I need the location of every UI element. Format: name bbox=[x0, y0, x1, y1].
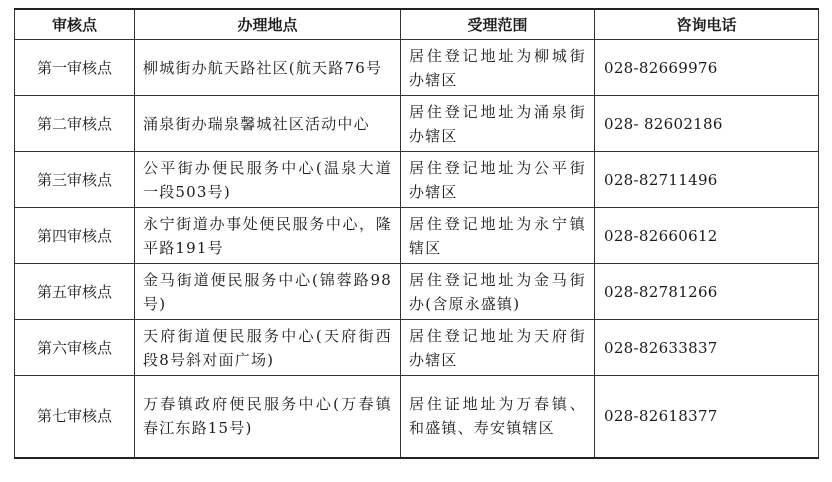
phone-number: 028-82781266 bbox=[595, 264, 819, 320]
header-phone: 咨询电话 bbox=[595, 9, 819, 40]
table-row bbox=[15, 152, 819, 208]
location-address: 永宁街道办事处便民服务中心，隆平路191号 bbox=[135, 208, 401, 264]
service-scope: 居住登记地址为柳城街办辖区 bbox=[401, 40, 595, 96]
phone-number: 028-82711496 bbox=[595, 152, 819, 208]
review-point-name: 第五审核点 bbox=[15, 264, 135, 320]
table-row bbox=[15, 40, 819, 96]
table-row bbox=[15, 96, 819, 152]
review-point-name: 第四审核点 bbox=[15, 208, 135, 264]
location-address: 金马街道便民服务中心(锦蓉路98号) bbox=[135, 264, 401, 320]
service-scope: 居住登记地址为涌泉街办辖区 bbox=[401, 96, 595, 152]
review-point-name: 第三审核点 bbox=[15, 152, 135, 208]
table-row bbox=[15, 208, 819, 264]
location-address: 天府街道便民服务中心(天府街西段8号斜对面广场) bbox=[135, 320, 401, 376]
review-points-table bbox=[14, 8, 819, 459]
review-point-name: 第六审核点 bbox=[15, 320, 135, 376]
table-row bbox=[15, 376, 819, 458]
phone-number: 028- 82602186 bbox=[595, 96, 819, 152]
table-header-row bbox=[15, 9, 819, 40]
table-row bbox=[15, 264, 819, 320]
review-point-name: 第一审核点 bbox=[15, 40, 135, 96]
service-scope: 居住登记地址为永宁镇辖区 bbox=[401, 208, 595, 264]
location-address: 万春镇政府便民服务中心(万春镇春江东路15号) bbox=[135, 376, 401, 458]
phone-number: 028-82660612 bbox=[595, 208, 819, 264]
header-scope: 受理范围 bbox=[401, 9, 595, 40]
service-scope: 居住证地址为万春镇、和盛镇、寿安镇辖区 bbox=[401, 376, 595, 458]
table-row bbox=[15, 320, 819, 376]
header-review-point: 审核点 bbox=[15, 9, 135, 40]
service-scope: 居住登记地址为公平街办辖区 bbox=[401, 152, 595, 208]
location-address: 公平街办便民服务中心(温泉大道一段503号) bbox=[135, 152, 401, 208]
review-point-name: 第七审核点 bbox=[15, 376, 135, 458]
phone-number: 028-82633837 bbox=[595, 320, 819, 376]
header-location: 办理地点 bbox=[135, 9, 401, 40]
review-point-name: 第二审核点 bbox=[15, 96, 135, 152]
location-address: 涌泉街办瑞泉馨城社区活动中心 bbox=[135, 96, 401, 152]
phone-number: 028-82618377 bbox=[595, 376, 819, 458]
phone-number: 028-82669976 bbox=[595, 40, 819, 96]
service-scope: 居住登记地址为金马街办(含原永盛镇) bbox=[401, 264, 595, 320]
location-address: 柳城街办航天路社区(航天路76号 bbox=[135, 40, 401, 96]
service-scope: 居住登记地址为天府街办辖区 bbox=[401, 320, 595, 376]
